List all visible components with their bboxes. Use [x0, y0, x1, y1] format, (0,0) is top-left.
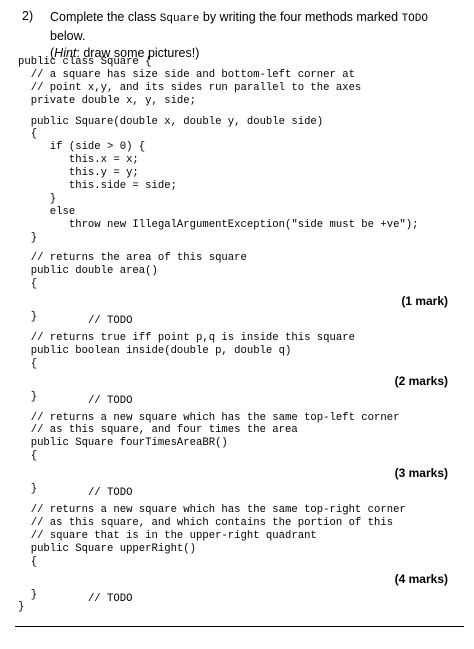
todo-comment: // TODO [56, 315, 133, 328]
method-area [18, 252, 458, 328]
code-line: throw new IllegalArgumentException("side must be +ve"); [18, 218, 419, 231]
code-comment: // returns a new square which has the same top-left corner [18, 411, 400, 424]
code-line: } [18, 311, 38, 324]
question-number: 2) [22, 9, 34, 23]
todo-comment: // TODO [56, 592, 133, 605]
hint-label: Hint [54, 46, 77, 60]
instruction-text-1: Complete the class [50, 10, 160, 24]
code-comment: // as this square, and which contains the portion of this [18, 516, 394, 529]
code-line: { [18, 128, 38, 141]
code-line: this.x = x; [18, 154, 139, 167]
method-inside [18, 332, 458, 407]
code-line: { [18, 555, 38, 568]
todo-comment: // TODO [56, 487, 133, 500]
code-line: } [18, 588, 38, 601]
instruction-todo: TODO [401, 13, 428, 25]
marks-label: (3 marks) [394, 466, 448, 481]
code-line: } [18, 231, 38, 244]
code-comment: // as this square, and four times the area [18, 424, 298, 437]
code-line: else [18, 205, 76, 218]
code-line: // a square has size side and bottom-left corner at [18, 68, 355, 81]
marks-label: (1 mark) [401, 294, 448, 309]
code-line: } [18, 192, 57, 205]
code-line: } [18, 483, 38, 496]
code-line: this.y = y; [18, 167, 139, 180]
code-listing [18, 56, 458, 614]
code-line: this.side = side; [18, 180, 177, 193]
bottom-divider [15, 626, 464, 627]
method-signature: public boolean inside(double p, double q) [18, 344, 292, 357]
code-line: private double x, y, side; [18, 94, 197, 107]
class-closing-brace: } [18, 601, 25, 614]
code-comment: // returns a new square which has the same top-right corner [18, 504, 406, 517]
method-signature: public double area() [18, 265, 158, 278]
question-instructions [50, 9, 465, 62]
todo-comment: // TODO [56, 394, 133, 407]
method-signature: public Square upperRight() [18, 542, 197, 555]
code-comment: // returns the area of this square [18, 252, 247, 265]
hint-text: : draw some pictures!) [76, 46, 200, 60]
code-line: { [18, 278, 38, 291]
code-line: { [18, 450, 38, 463]
hint-open: ( [50, 46, 55, 60]
code-comment: // returns true iff point p,q is inside this square [18, 332, 355, 345]
instruction-text-2: by writing the four methods marked [199, 10, 402, 24]
instruction-class-name: Square [159, 13, 200, 25]
code-line: // point x,y, and its sides run parallel to the axes [18, 81, 362, 94]
code-comment: // square that is in the upper-right quadrant [18, 529, 317, 542]
method-four-times-area-br [18, 411, 458, 500]
instruction-text-3: below. [50, 29, 86, 43]
method-upper-right [18, 504, 458, 605]
code-line: if (side > 0) { [18, 141, 146, 154]
code-line: { [18, 357, 38, 370]
code-line: } [18, 390, 38, 403]
code-line: public Square(double x, double y, double side) [18, 115, 324, 128]
marks-label: (4 marks) [394, 571, 448, 586]
code-line: public class Square { [18, 56, 152, 68]
marks-label: (2 marks) [394, 373, 448, 388]
method-signature: public Square fourTimesAreaBR() [18, 437, 228, 450]
